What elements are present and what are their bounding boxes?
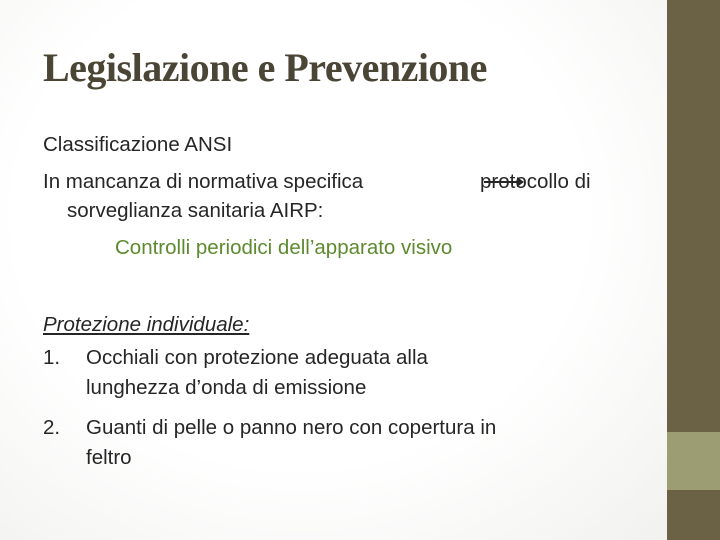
list-item-number: 2. xyxy=(43,416,61,439)
protection-heading: Protezione individuale: xyxy=(43,313,250,336)
list-item-text: Occhiali con protezione adeguata alla xyxy=(86,346,428,369)
periodic-controls-line: Controlli periodici dell’apparato visivo xyxy=(115,236,453,259)
classification-line: Classificazione ANSI xyxy=(43,133,233,156)
list-item-number: 1. xyxy=(43,346,61,369)
normative-line-start: In mancanza di normativa specifica xyxy=(43,170,364,193)
list-item-text: Guanti di pelle o panno nero con copertura in xyxy=(86,416,497,439)
slide-title: Legislazione e Prevenzione xyxy=(43,45,487,90)
side-accent-block xyxy=(667,432,720,490)
normative-line-end: protocollo di xyxy=(480,170,591,193)
list-item-text-cont: lunghezza d’onda di emissione xyxy=(86,376,367,399)
list-item-text-cont: feltro xyxy=(86,446,132,469)
surveillance-line: sorveglianza sanitaria AIRP: xyxy=(67,199,324,222)
